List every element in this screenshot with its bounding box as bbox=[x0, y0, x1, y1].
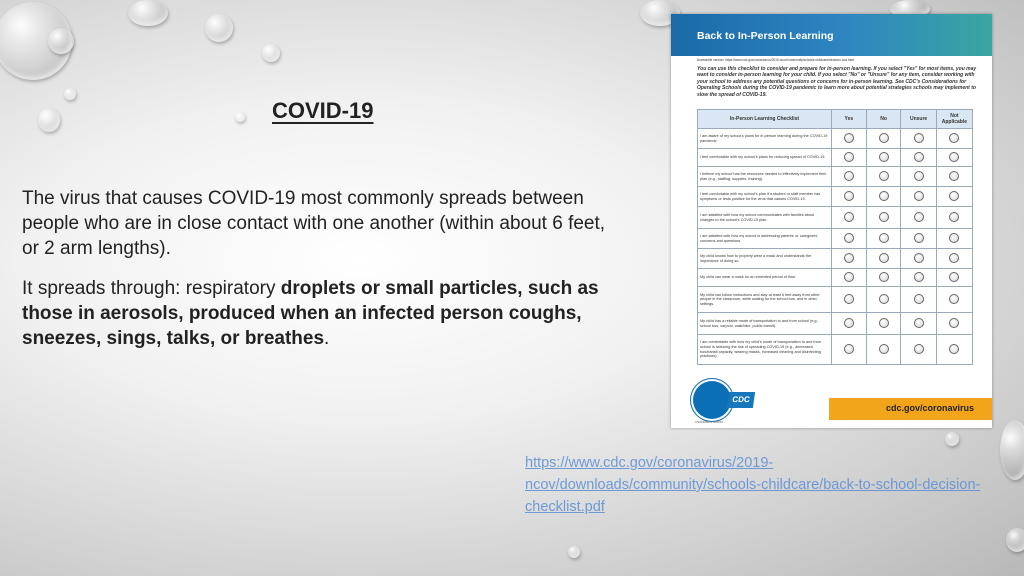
radio-circle-icon bbox=[949, 294, 959, 304]
doc-title: Back to In-Person Learning bbox=[697, 30, 834, 42]
checklist-option-cell bbox=[936, 313, 972, 335]
table-row bbox=[698, 129, 973, 149]
table-row bbox=[698, 313, 973, 335]
radio-circle-icon bbox=[879, 191, 889, 201]
radio-circle-icon bbox=[879, 133, 889, 143]
checklist-header: In-Person Learning Checklist bbox=[698, 110, 832, 129]
radio-circle-icon bbox=[844, 191, 854, 201]
checklist-option-cell bbox=[901, 207, 936, 229]
radio-circle-icon bbox=[914, 171, 924, 181]
radio-circle-icon bbox=[879, 212, 889, 222]
table-row bbox=[698, 149, 973, 167]
radio-circle-icon bbox=[879, 152, 889, 162]
doc-footer-bar bbox=[829, 398, 992, 420]
checklist-item-text: I am satisfied with how my school communicates with families about changes to the school's COVID-19 plan. bbox=[698, 207, 832, 229]
hhs-seal-logo bbox=[693, 381, 731, 419]
checklist-option-cell bbox=[866, 207, 901, 229]
table-row bbox=[698, 187, 973, 207]
checklist-header: No bbox=[866, 110, 901, 129]
radio-circle-icon bbox=[879, 294, 889, 304]
checklist-option-cell bbox=[831, 167, 866, 187]
checklist-option-cell bbox=[831, 269, 866, 287]
checklist-option-cell bbox=[831, 207, 866, 229]
checklist-option-cell bbox=[831, 313, 866, 335]
checklist-item-text: I am comfortable with how my child's mode of transportation to and from school is reducing the risk of spreading COVID-19 (e.g., decreased bus/transit capacity, wearing masks, increased cleaning and disinfecting practices). bbox=[698, 335, 832, 365]
radio-circle-icon bbox=[949, 318, 959, 328]
water-drop-decoration bbox=[48, 28, 74, 54]
table-row bbox=[698, 229, 973, 249]
water-drop-decoration bbox=[235, 112, 245, 122]
checklist-option-cell bbox=[866, 249, 901, 269]
radio-circle-icon bbox=[844, 152, 854, 162]
checklist-option-cell bbox=[866, 335, 901, 365]
radio-circle-icon bbox=[914, 191, 924, 201]
checklist-option-cell bbox=[866, 269, 901, 287]
table-row bbox=[698, 335, 973, 365]
radio-circle-icon bbox=[914, 294, 924, 304]
checklist-option-cell bbox=[866, 287, 901, 313]
checklist-option-cell bbox=[866, 167, 901, 187]
checklist-item-text: I believe my school has the resources needed to effectively implement their plan (e.g., staffing, supplies, training). bbox=[698, 167, 832, 187]
radio-circle-icon bbox=[949, 272, 959, 282]
radio-circle-icon bbox=[844, 344, 854, 354]
checklist-option-cell bbox=[831, 129, 866, 149]
checklist-item-text: My child can wear a mask for an extended period of time. bbox=[698, 269, 832, 287]
table-row bbox=[698, 269, 973, 287]
radio-circle-icon bbox=[914, 272, 924, 282]
radio-circle-icon bbox=[844, 171, 854, 181]
table-row bbox=[698, 287, 973, 313]
water-drop-decoration bbox=[38, 108, 60, 132]
radio-circle-icon bbox=[949, 344, 959, 354]
radio-circle-icon bbox=[914, 212, 924, 222]
checklist-option-cell bbox=[936, 287, 972, 313]
paragraph-bold-text: droplets or small particles, such as those in aerosols, produced when an infected person coughs, sneezes, sings, talks, or breathes bbox=[22, 278, 599, 349]
water-drop-decoration bbox=[568, 546, 580, 558]
checklist-option-cell bbox=[866, 229, 901, 249]
radio-circle-icon bbox=[949, 171, 959, 181]
checklist-option-cell bbox=[936, 269, 972, 287]
checklist-option-cell bbox=[901, 269, 936, 287]
radio-circle-icon bbox=[879, 233, 889, 243]
radio-circle-icon bbox=[949, 152, 959, 162]
radio-circle-icon bbox=[914, 152, 924, 162]
checklist-option-cell bbox=[866, 313, 901, 335]
paragraph-transmission bbox=[22, 276, 642, 351]
paragraph-suffix: . bbox=[324, 328, 330, 349]
slide-title: COVID-19 bbox=[272, 98, 374, 123]
checklist-option-cell bbox=[936, 249, 972, 269]
radio-circle-icon bbox=[949, 233, 959, 243]
water-drop-decoration bbox=[1006, 528, 1024, 552]
checklist-option-cell bbox=[936, 207, 972, 229]
checklist-option-cell bbox=[831, 287, 866, 313]
checklist-option-cell bbox=[831, 229, 866, 249]
radio-circle-icon bbox=[949, 253, 959, 263]
checklist-item-text: My child has a reliable mode of transportation to and from school (e.g., school bus, carpool, walk/bike, public transit). bbox=[698, 313, 832, 335]
checklist-option-cell bbox=[936, 149, 972, 167]
radio-circle-icon bbox=[844, 318, 854, 328]
checklist-table bbox=[697, 109, 973, 365]
radio-circle-icon bbox=[879, 171, 889, 181]
checklist-option-cell bbox=[866, 149, 901, 167]
checklist-document-image bbox=[671, 14, 992, 428]
paragraph-spread: The virus that causes COVID-19 most commonly spreads between people who are in close contact with one another (within about 6 feet, or 2 arm lengths). bbox=[22, 188, 606, 259]
checklist-option-cell bbox=[901, 313, 936, 335]
checklist-item-text: I feel comfortable with my school's plans for reducing spread of COVID-19. bbox=[698, 149, 832, 167]
checklist-option-cell bbox=[831, 187, 866, 207]
table-row bbox=[698, 167, 973, 187]
radio-circle-icon bbox=[914, 344, 924, 354]
checklist-option-cell bbox=[901, 249, 936, 269]
doc-intro: You can use this checklist to consider and prepare for in-person learning. If you select "Yes" for most items, you may want to consider in-person learning for your child. If you select "No" or "Unsure" for any item, consider working with your school to address any potential questions or concerns for in-person learning. See CDC's Considerations for Operating Schools during the COVID-19 pandemic to learn more about potential strategies schools may implement to slow the spread of COVID-19. bbox=[697, 66, 977, 98]
checklist-option-cell bbox=[901, 167, 936, 187]
water-drop-decoration bbox=[64, 88, 76, 100]
checklist-option-cell bbox=[831, 149, 866, 167]
checklist-option-cell bbox=[901, 335, 936, 365]
radio-circle-icon bbox=[844, 133, 854, 143]
checklist-option-cell bbox=[866, 129, 901, 149]
radio-circle-icon bbox=[949, 191, 959, 201]
checklist-header: Not Applicable bbox=[936, 110, 972, 129]
radio-circle-icon bbox=[879, 344, 889, 354]
cdc-logo: CDC bbox=[727, 392, 755, 408]
radio-circle-icon bbox=[879, 253, 889, 263]
radio-circle-icon bbox=[914, 253, 924, 263]
checklist-option-cell bbox=[901, 229, 936, 249]
doc-accessible-link: Accessible version: https://www.cdc.gov/coronavirus/2019-ncov/community/schools-childcare/decision-tool.html bbox=[697, 58, 854, 62]
checklist-item-text: I am satisfied with how my school is addressing parents' or caregivers' concerns and questions. bbox=[698, 229, 832, 249]
radio-circle-icon bbox=[844, 233, 854, 243]
checklist-header: Unsure bbox=[901, 110, 936, 129]
radio-circle-icon bbox=[844, 272, 854, 282]
checklist-option-cell bbox=[936, 129, 972, 149]
checklist-option-cell bbox=[901, 149, 936, 167]
doc-code: CS319860-A 10/8/20 bbox=[695, 420, 723, 424]
radio-circle-icon bbox=[844, 253, 854, 263]
checklist-option-cell bbox=[936, 167, 972, 187]
water-drop-decoration bbox=[945, 432, 959, 446]
checklist-item-text: I am aware of my school's plans for in-person learning during the COVID-19 pandemic. bbox=[698, 129, 832, 149]
paragraph-prefix: It spreads through: respiratory bbox=[22, 278, 281, 299]
checklist-option-cell bbox=[831, 335, 866, 365]
checklist-item-text: My child knows how to properly wear a mask and understands the importance of doing so. bbox=[698, 249, 832, 269]
checklist-item-text: I feel comfortable with my school's plan if a student or staff member has symptoms or tests positive for the virus that causes COVID-19. bbox=[698, 187, 832, 207]
checklist-option-cell bbox=[936, 335, 972, 365]
checklist-option-cell bbox=[901, 129, 936, 149]
checklist-option-cell bbox=[901, 187, 936, 207]
table-row bbox=[698, 207, 973, 229]
radio-circle-icon bbox=[879, 272, 889, 282]
water-drop-decoration bbox=[262, 44, 280, 62]
water-drop-decoration bbox=[128, 0, 168, 26]
checklist-option-cell bbox=[901, 287, 936, 313]
radio-circle-icon bbox=[914, 233, 924, 243]
water-drop-decoration bbox=[1000, 420, 1024, 480]
source-link[interactable]: https://www.cdc.gov/coronavirus/2019-ncov/downloads/community/schools-childcare/back-to-school-decision-checklist.pdf bbox=[525, 455, 981, 515]
radio-circle-icon bbox=[844, 212, 854, 222]
radio-circle-icon bbox=[949, 212, 959, 222]
checklist-option-cell bbox=[866, 187, 901, 207]
checklist-header-row bbox=[698, 110, 973, 129]
checklist-option-cell bbox=[831, 249, 866, 269]
checklist-header: Yes bbox=[831, 110, 866, 129]
doc-sideband-body bbox=[671, 56, 692, 428]
doc-footer-url: cdc.gov/coronavirus bbox=[885, 403, 974, 413]
table-row bbox=[698, 249, 973, 269]
checklist-option-cell bbox=[936, 229, 972, 249]
checklist-item-text: My child can follow instructions and stay at least 6 feet away from other people in the classroom, while waiting for the school bus, and in other settings. bbox=[698, 287, 832, 313]
checklist-option-cell bbox=[936, 187, 972, 207]
radio-circle-icon bbox=[879, 318, 889, 328]
radio-circle-icon bbox=[914, 133, 924, 143]
radio-circle-icon bbox=[949, 133, 959, 143]
radio-circle-icon bbox=[914, 318, 924, 328]
radio-circle-icon bbox=[844, 294, 854, 304]
water-drop-decoration bbox=[205, 14, 233, 42]
